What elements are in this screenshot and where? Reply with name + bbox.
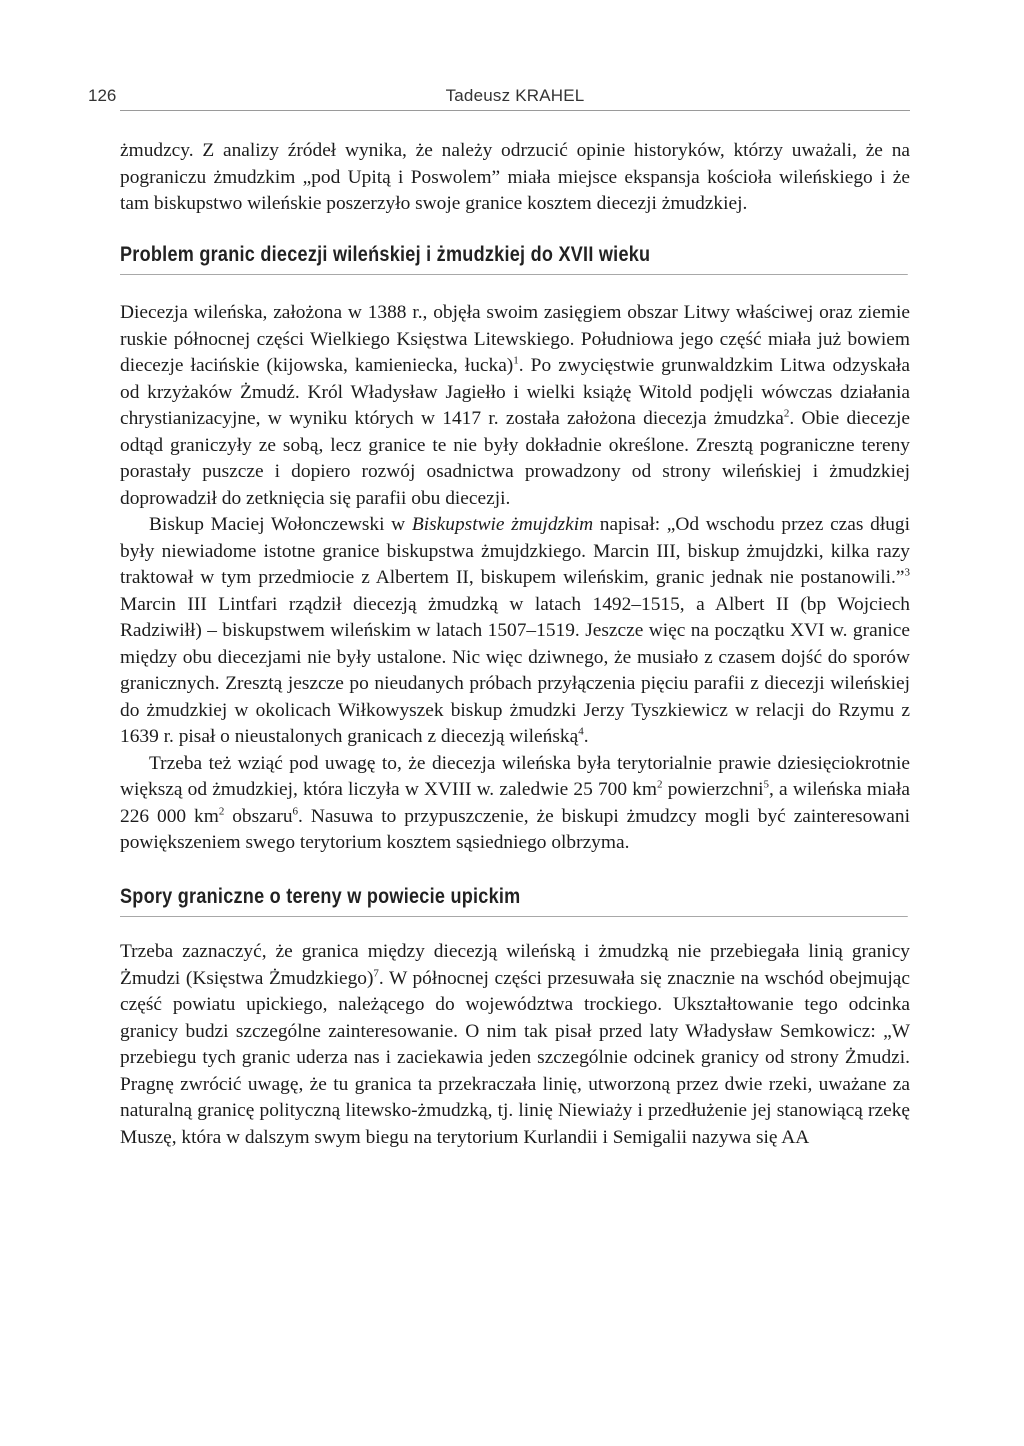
superscript-2: 2 [218, 805, 225, 818]
footnote-ref-5[interactable]: 5 [763, 778, 770, 791]
running-head [88, 86, 910, 112]
footnote-ref-1[interactable]: 1 [513, 354, 519, 367]
body-text [120, 138, 910, 1151]
page-number: 126 [88, 86, 117, 105]
running-head-author: Tadeusz KRAHEL [445, 86, 585, 105]
paragraph-1: Diecezja wileńska, założona w 1388 r., objęła swoim zasięgiem obszar Litwy właściwej oraz ziemie ruskie północnej części Wielkiego Księstwa Litewskiego. Południowa jego część miała już bowiem diecezje łacińskie (kijowska, kamieniecka, łucka)$^1$. Po zwycięstwie grunwaldzkim Litwa odzyskała od krzyżaków Żmudź. Król Władysław Jagiełło i wielki książę Witold podjęli wówczas działania chrystianizacyjne, w wyniku których w 1417 r. została założona diecezja żmudzka$^2$. Obie diecezje odtąd graniczyły ze sobą, lecz granice te nie były dokładnie określone. Zresztą pograniczne tereny porastały puszcze i dopiero rozwój osadnictwa prowadzony od strony wileńskiej i żmudzkiej doprowadził do zetknięcia się parafii obu diecezji. [120, 302, 910, 509]
section-heading-2: Spory graniczne o tereny w powiecie upickim [120, 884, 908, 918]
intro-text: żmudzcy. Z analizy źródeł wynika, że należy odrzucić opinie historyków, którzy uważali, że na pograniczu żmudzkim „pod Upitą i Poswolem” miała miejsce ekspansja kościoła wileńskiego i że tam biskupstwo wileńskie poszerzyło swoje granice kosztem diecezji żmudzkiej. [120, 140, 910, 214]
book-title-italic: Biskupstwie żmujdzkim [411, 514, 594, 535]
footnote-ref-3[interactable]: 3 [904, 566, 910, 579]
footnote-ref-4[interactable]: 4 [578, 725, 584, 738]
paragraph-3: Trzeba też wziąć pod uwagę to, że diecezja wileńska była terytorialnie prawie dziesięciokrotnie większą od żmudzkiej, która liczyła w XVIII w. zaledwie 25 700 $km^2$ powierzchni$^5$, a wileńska miała 226 000 $km^2$ obszaru$^6$. Nasuwa to przypuszczenie, że biskupi żmudzcy mogli być zainteresowani powiększeniem swego terytorium kosztem sąsiedniego olbrzyma. [120, 752, 911, 853]
intro-paragraph [120, 138, 910, 218]
section-heading-1: Problem granic diecezji wileńskiej i żmudzkiej do XVII wieku [120, 242, 908, 276]
footnote-ref-7[interactable]: 7 [373, 967, 379, 980]
paragraph-4: Trzeba zaznaczyć, że granica między diecezją wileńską i żmudzką nie przebiegała linią granicy Żmudzi (Księstwa Żmudzkiego)$^7$. W północnej części przesuwała się znacznie na wschód obejmując część powiatu upickiego, należącego do województwa trockiego. Ukształtowanie tego odcinka granicy budzi szczególne zainteresowanie. O nim tak pisał przed laty Władysław Semkowicz: „W przebiegu tych granic uderza nas i zaciekawia jeden szczególnie odcinek granicy od strony Żmudzi. Pragnę zwrócić uwagę, że tu granica ta przekraczała linię, utworzoną przez dwie rzeki, uważane za naturalną granicę polityczną litewsko-żmudzką, tj. linię Niewiaży i przedłużenie jej stanowiącą rzekę Muszę, która w dalszym swym biegu na terytorium Kurlandii i Semigalii nazywa się AA [120, 941, 910, 1148]
section-heading-1-wrap [120, 242, 910, 276]
header-rule [120, 110, 910, 111]
footnote-ref-6[interactable]: 6 [292, 805, 299, 818]
section-heading-2-wrap [120, 884, 910, 918]
superscript-2: 2 [657, 778, 663, 791]
paragraph-2: Biskup Maciej Wołonczewski w Biskupstwie żmujdzkim napisał: „Od wschodu przez czas długi były niewiadome istotne granice biskupstwa żmujdzkiego. Marcin III, biskup żmujdzki, kilka razy traktował w tym przedmiocie z Albertem II, biskupem wileńskim, granic jednak nie postanowili.”$^3$ Marcin III Lintfari rządził diecezją żmudzką w latach 1492–1515, a Albert II (bp Wojciech Radziwiłł) – biskupstwem wileńskim w latach 1507–1519. Jeszcze więc na początku XVI w. granice między obu diecezjami nie były ustalone. Nic więc dziwnego, że musiało z czasem dojść do sporów granicznych. Zresztą jeszcze po nieudanych próbach przyłączenia pięciu parafii z diecezji wileńskiej do żmudzkiej w okolicach Wiłkowyszek biskup żmudzki Jerzy Tyszkiewicz w relacji do Rzymu z 1639 r. pisał o nieustalonych granicach z diecezją wileńską$^4$. [120, 514, 910, 747]
footnote-ref-2[interactable]: 2 [783, 407, 790, 420]
